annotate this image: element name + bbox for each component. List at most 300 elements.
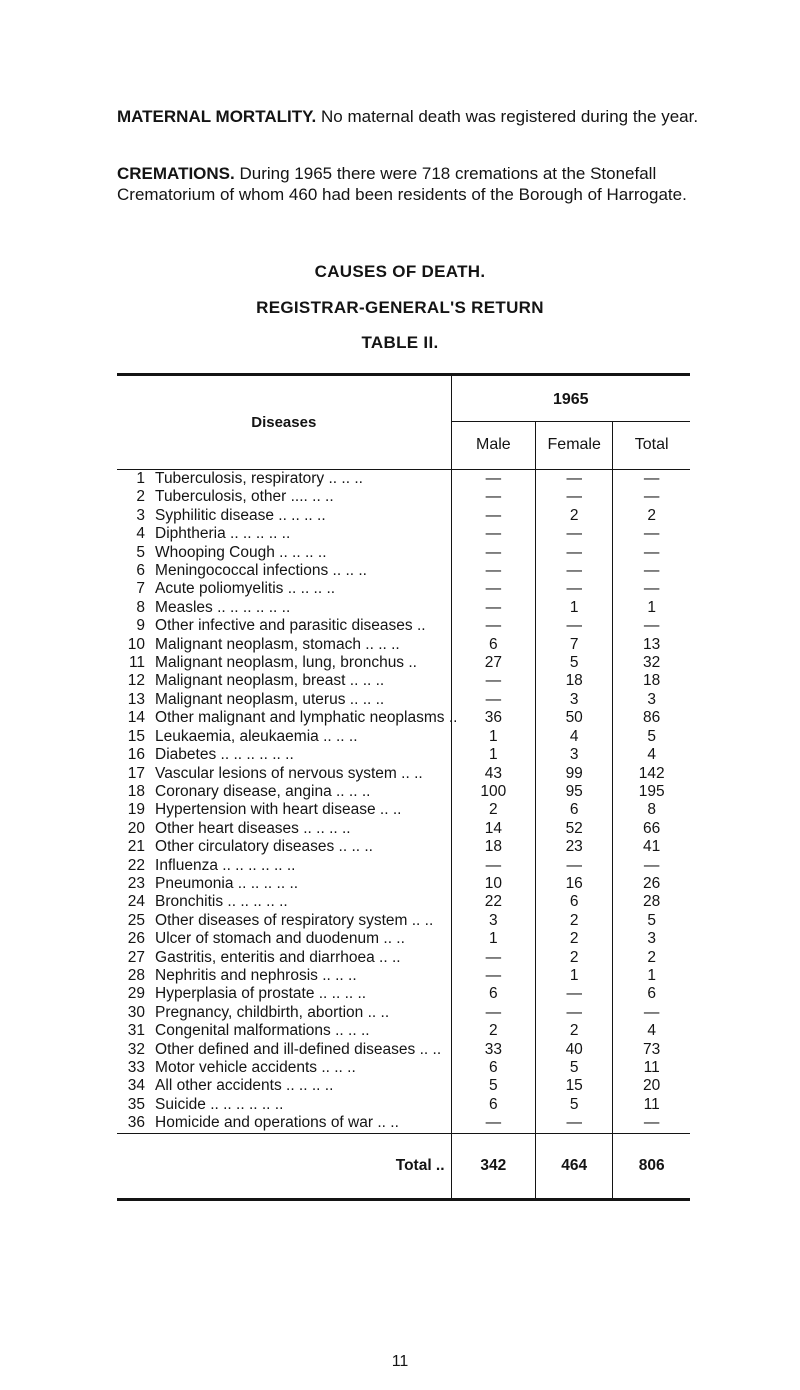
leader-dots: .. <box>412 617 426 635</box>
leader-dots: .. .. .. <box>318 727 358 745</box>
row-number: 3 <box>136 506 146 524</box>
disease-name <box>155 691 451 709</box>
disease-label: Whooping Cough <box>155 543 275 561</box>
female-value: 52 <box>536 820 613 838</box>
female-value: 15 <box>536 1077 613 1095</box>
table-row <box>117 893 690 911</box>
female-value: 18 <box>536 672 613 690</box>
total-value: 8 <box>647 801 656 819</box>
leader-dots: .... .. .. <box>286 488 334 506</box>
total-value: — <box>643 562 660 580</box>
table-row <box>117 838 690 856</box>
total-value: — <box>643 1003 660 1021</box>
disease-name <box>155 930 451 948</box>
table-row <box>117 507 690 525</box>
disease-name <box>155 636 451 654</box>
row-number: 17 <box>127 764 146 782</box>
leader-dots: .. .. <box>375 801 402 819</box>
row-number: 4 <box>136 525 146 543</box>
registrar-general-return-heading: REGISTRAR-GENERAL'S RETURN <box>256 298 544 317</box>
disease-name <box>155 562 451 580</box>
male-value: 100 <box>451 783 536 801</box>
disease-label: Malignant neoplasm, stomach .. <box>155 635 374 653</box>
disease-label: Congenital malformations <box>155 1022 331 1040</box>
total-label: Total .. <box>117 1133 451 1199</box>
total-female: 464 <box>536 1133 613 1199</box>
row-number: 34 <box>127 1077 146 1095</box>
leader-dots: .. .. .. <box>327 985 367 1003</box>
row-number: 32 <box>127 1040 146 1058</box>
disease-name <box>155 875 451 893</box>
disease-name <box>155 599 451 617</box>
disease-name <box>155 857 451 875</box>
causes-of-death-table <box>117 373 690 1201</box>
male-value: — <box>451 525 536 543</box>
total-value: 73 <box>643 1040 661 1058</box>
year-label: 1965 <box>552 390 589 408</box>
disease-label: Coronary disease, angina <box>155 782 332 800</box>
disease-label: Hyperplasia of prostate .. <box>155 985 328 1003</box>
disease-label: Other defined and ill-defined diseases .. <box>155 1040 429 1058</box>
table-row <box>117 654 690 672</box>
disease-name <box>155 1077 451 1095</box>
male-value: — <box>451 672 536 690</box>
row-number: 18 <box>127 782 146 800</box>
disease-label: Gastritis, enteritis and diarrhoea <box>155 948 375 966</box>
leader-dots: .. .. .. <box>345 690 385 708</box>
disease-label: Influenza .. <box>155 856 231 874</box>
female-value: 2 <box>536 912 613 930</box>
leader-dots: .. .. .. <box>317 1059 356 1076</box>
female-value: 1 <box>536 599 613 617</box>
male-value: 2 <box>451 801 536 819</box>
female-value: 16 <box>536 875 613 893</box>
total-column-header: Total <box>613 421 690 469</box>
leader-dots: .. .. .. <box>317 966 357 984</box>
table-row <box>117 544 690 562</box>
table-row <box>117 562 690 580</box>
table-row <box>117 1077 690 1095</box>
total-value: 6 <box>647 985 656 1003</box>
row-number: 10 <box>127 635 146 653</box>
leader-dots: .. .. .. .. .. <box>233 874 299 892</box>
table-body <box>117 470 690 1134</box>
male-value: 1 <box>451 930 536 948</box>
leader-dots: .. <box>428 1040 442 1058</box>
male-value: — <box>451 507 536 525</box>
total-value: — <box>643 543 660 561</box>
female-value: — <box>536 470 613 489</box>
disease-name <box>155 728 451 746</box>
male-value: 2 <box>451 1022 536 1040</box>
disease-name <box>155 893 451 911</box>
row-number: 36 <box>127 1114 146 1132</box>
disease-label: Diabetes <box>155 746 217 764</box>
row-number: 8 <box>136 598 146 616</box>
male-value: — <box>451 691 536 709</box>
female-value: 40 <box>536 1041 613 1059</box>
male-value: — <box>451 967 536 985</box>
leader-dots: .. .. .. .. <box>281 1077 334 1095</box>
male-value: — <box>451 580 536 598</box>
leader-dots: .. <box>444 709 458 727</box>
total-value: 20 <box>643 1077 661 1095</box>
cremations-title: CREMATIONS. <box>117 164 235 183</box>
table-number-heading: TABLE II. <box>361 333 439 352</box>
total-value: 11 <box>643 1095 660 1113</box>
disease-name <box>155 1041 451 1059</box>
male-value: 6 <box>451 636 536 654</box>
table-row <box>117 746 690 764</box>
disease-name <box>155 1059 451 1077</box>
row-number: 16 <box>127 746 146 764</box>
female-value: — <box>536 488 613 506</box>
table-row <box>117 728 690 746</box>
total-value: 26 <box>643 874 661 892</box>
leader-dots: .. <box>404 654 417 672</box>
disease-name <box>155 949 451 967</box>
disease-name <box>155 525 451 543</box>
disease-name <box>155 838 451 856</box>
table-row <box>117 1041 690 1059</box>
table-row <box>117 525 690 543</box>
maternal-mortality-text: No maternal death was registered during the year. <box>321 107 699 126</box>
leader-dots: .. .. .. <box>328 562 367 580</box>
male-value: — <box>451 949 536 967</box>
female-value: 95 <box>536 783 613 801</box>
table-row <box>117 783 690 801</box>
total-value: 1 <box>647 966 656 984</box>
disease-label: Tuberculosis, respiratory <box>155 470 325 487</box>
table-row <box>117 1096 690 1114</box>
male-value: — <box>451 544 536 562</box>
disease-label: Homicide and operations of war <box>155 1114 374 1132</box>
male-value: 6 <box>451 1059 536 1077</box>
disease-name <box>155 765 451 783</box>
total-value: 66 <box>643 819 661 837</box>
male-value: 18 <box>451 838 536 856</box>
female-value: 1 <box>536 967 613 985</box>
leader-dots: .. .. <box>396 764 423 782</box>
disease-label: Other heart diseases <box>155 819 299 837</box>
total-value: 142 <box>638 764 665 782</box>
row-number: 25 <box>127 911 146 929</box>
female-value: 50 <box>536 709 613 727</box>
disease-name <box>155 967 451 985</box>
male-value: 6 <box>451 1096 536 1114</box>
table-row <box>117 636 690 654</box>
disease-label: Motor vehicle accidents <box>155 1059 318 1076</box>
row-number: 30 <box>127 1003 146 1021</box>
male-value: 5 <box>451 1077 536 1095</box>
disease-label: Hypertension with heart disease <box>155 801 376 819</box>
disease-name <box>155 1114 451 1133</box>
male-value: — <box>451 599 536 617</box>
male-value: 1 <box>451 728 536 746</box>
table-row <box>117 985 690 1003</box>
disease-name <box>155 580 451 598</box>
total-value: 13 <box>643 635 661 653</box>
disease-name <box>155 783 451 801</box>
male-value: 1 <box>451 746 536 764</box>
table-row <box>117 1004 690 1022</box>
disease-name <box>155 507 451 525</box>
row-number: 2 <box>136 488 146 506</box>
disease-name <box>155 544 451 562</box>
female-value: — <box>536 617 613 635</box>
leader-dots: .. .. .. <box>345 672 385 690</box>
cremations-text: During 1965 there were 718 cremations at the Stonefall Crematorium of whom 460 had been residents of the Borough of Harrogate. <box>117 164 687 204</box>
leader-dots: .. .. <box>379 930 405 948</box>
disease-label: Nephritis and nephrosis <box>155 966 318 984</box>
table-row <box>117 1059 690 1077</box>
row-number: 35 <box>127 1095 146 1113</box>
total-total: 806 <box>613 1133 690 1199</box>
table-row <box>117 488 690 506</box>
total-value: 18 <box>643 672 661 690</box>
disease-name <box>155 1096 451 1114</box>
row-number: 19 <box>127 801 146 819</box>
table-row <box>117 967 690 985</box>
female-value: — <box>536 580 613 598</box>
leader-dots: .. .. .. .. <box>298 819 351 837</box>
disease-name <box>155 654 451 672</box>
table-row <box>117 691 690 709</box>
causes-of-death-heading: CAUSES OF DEATH. <box>314 262 486 281</box>
female-value: 6 <box>536 801 613 819</box>
row-number: 13 <box>127 690 146 708</box>
female-value: 6 <box>536 893 613 911</box>
leader-dots: .. .. <box>363 1003 390 1021</box>
table-row <box>117 820 690 838</box>
table-row <box>117 765 690 783</box>
leader-dots: .. .. <box>373 635 400 653</box>
table-row <box>117 930 690 948</box>
total-value: — <box>643 488 660 506</box>
leader-dots: .. .. .. .. <box>274 543 327 561</box>
row-number: 31 <box>127 1022 146 1040</box>
female-value: 5 <box>536 654 613 672</box>
row-number: 7 <box>136 580 146 598</box>
total-value: 32 <box>643 654 661 672</box>
total-value: — <box>643 856 660 874</box>
diseases-column-header: Diseases <box>117 375 451 470</box>
female-value: 2 <box>536 507 613 525</box>
female-value: — <box>536 1114 613 1133</box>
female-value: 2 <box>536 949 613 967</box>
table-row <box>117 709 690 727</box>
disease-label: Malignant neoplasm, lung, bronchus <box>155 654 405 672</box>
disease-label: Syphilitic disease <box>155 506 274 524</box>
total-male: 342 <box>451 1133 536 1199</box>
total-value: 1 <box>647 598 656 616</box>
male-value: — <box>451 617 536 635</box>
female-column-header: Female <box>536 421 613 469</box>
disease-label: Diphtheria <box>155 525 226 543</box>
leader-dots: .. .. .. <box>330 1022 370 1040</box>
disease-name <box>155 672 451 690</box>
total-value: 5 <box>647 911 656 929</box>
female-value: 2 <box>536 930 613 948</box>
row-number: 28 <box>127 966 146 984</box>
female-value: — <box>536 525 613 543</box>
male-value: 36 <box>451 709 536 727</box>
leader-dots: .. .. .. .. .. <box>230 856 296 874</box>
male-value: — <box>451 1004 536 1022</box>
total-row <box>117 1133 690 1199</box>
male-value: 27 <box>451 654 536 672</box>
female-value: — <box>536 562 613 580</box>
row-number: 6 <box>136 562 146 580</box>
table-row <box>117 599 690 617</box>
table-row <box>117 857 690 875</box>
total-value: 28 <box>643 893 661 911</box>
cremations-paragraph <box>117 163 707 205</box>
total-value: 3 <box>647 930 656 948</box>
leader-dots: .. <box>420 911 434 929</box>
disease-label: Bronchitis <box>155 893 224 911</box>
disease-name <box>155 488 451 506</box>
female-value: 99 <box>536 765 613 783</box>
total-value: 2 <box>647 948 656 966</box>
leader-dots: .. .. .. .. .. .. <box>216 746 294 764</box>
female-value: 23 <box>536 838 613 856</box>
female-value: 5 <box>536 1059 613 1077</box>
leader-dots: .. .. .. <box>334 838 373 856</box>
row-number: 11 <box>128 654 146 672</box>
disease-label: Ulcer of stomach and duodenum <box>155 930 380 948</box>
total-value: 3 <box>647 690 656 708</box>
disease-name <box>155 1004 451 1022</box>
row-number: 12 <box>127 672 146 690</box>
male-value: 33 <box>451 1041 536 1059</box>
disease-label: Vascular lesions of nervous system <box>155 764 397 782</box>
row-number: 23 <box>127 874 146 892</box>
row-number: 9 <box>136 617 146 635</box>
disease-name <box>155 1022 451 1040</box>
total-value: 4 <box>647 1022 656 1040</box>
disease-name <box>155 470 451 489</box>
female-value: — <box>536 544 613 562</box>
disease-name <box>155 912 451 930</box>
page-number: 11 <box>391 1353 409 1370</box>
leader-dots: .. .. .. .. .. .. <box>205 1095 284 1113</box>
disease-name <box>155 746 451 764</box>
disease-label: Malignant neoplasm, breast <box>155 672 346 690</box>
female-value: 3 <box>536 746 613 764</box>
table-row <box>117 470 690 489</box>
leader-dots: .. .. <box>374 948 401 966</box>
leader-dots: .. .. .. .. .. .. <box>212 598 291 616</box>
male-value: 6 <box>451 985 536 1003</box>
table-row <box>117 1022 690 1040</box>
male-value: — <box>451 1114 536 1133</box>
leader-dots: .. .. .. .. <box>283 580 336 598</box>
total-value: 86 <box>643 709 661 727</box>
total-value: — <box>643 580 660 598</box>
maternal-mortality-title: MATERNAL MORTALITY. <box>117 107 317 126</box>
row-number: 15 <box>127 727 146 745</box>
disease-label: Malignant neoplasm, uterus <box>155 690 346 708</box>
disease-label: All other accidents <box>155 1077 282 1095</box>
year-column-header <box>451 375 690 422</box>
table-row <box>117 672 690 690</box>
female-value: — <box>536 857 613 875</box>
disease-label: Meningococcal infections <box>155 562 329 580</box>
female-value: — <box>536 1004 613 1022</box>
total-value: 195 <box>638 782 665 800</box>
disease-name <box>155 820 451 838</box>
female-value: 2 <box>536 1022 613 1040</box>
female-value: 4 <box>536 728 613 746</box>
row-number: 27 <box>127 948 146 966</box>
leader-dots: .. .. .. <box>324 470 363 487</box>
female-value: 7 <box>536 636 613 654</box>
row-number: 21 <box>127 838 146 856</box>
total-value: — <box>643 1114 660 1132</box>
male-value: 14 <box>451 820 536 838</box>
leader-dots: .. .. .. .. .. <box>225 525 291 543</box>
leader-dots: .. .. .. .. <box>273 506 326 524</box>
row-number: 24 <box>127 893 146 911</box>
disease-name <box>155 985 451 1003</box>
disease-name <box>155 709 458 727</box>
disease-name <box>155 801 451 819</box>
total-value: 41 <box>643 838 661 856</box>
male-value: — <box>451 488 536 506</box>
total-value: — <box>643 617 660 635</box>
male-value: — <box>451 857 536 875</box>
total-value: 5 <box>647 727 656 745</box>
female-value: 3 <box>536 691 613 709</box>
disease-label: Leukaemia, aleukaemia <box>155 727 319 745</box>
male-value: — <box>451 562 536 580</box>
female-value: — <box>536 985 613 1003</box>
maternal-mortality-paragraph <box>117 106 707 127</box>
disease-label: Tuberculosis, other <box>155 488 287 506</box>
female-value: 5 <box>536 1096 613 1114</box>
leader-dots: .. .. .. <box>331 782 371 800</box>
row-number: 22 <box>127 856 146 874</box>
disease-label: Acute poliomyelitis <box>155 580 284 598</box>
row-number: 26 <box>127 930 146 948</box>
total-value: 11 <box>643 1059 660 1076</box>
row-number: 33 <box>127 1059 146 1076</box>
total-value: — <box>613 470 690 489</box>
male-column-header: Male <box>451 421 536 469</box>
row-number: 5 <box>136 543 146 561</box>
table-row <box>117 801 690 819</box>
table-row <box>117 912 690 930</box>
disease-label: Other diseases of respiratory system .. <box>155 911 421 929</box>
row-number: 14 <box>127 709 146 727</box>
disease-label: Suicide <box>155 1095 206 1113</box>
disease-label: Other circulatory diseases <box>155 838 335 856</box>
total-value: — <box>643 525 660 543</box>
table-row <box>117 580 690 598</box>
table-row <box>117 949 690 967</box>
male-value: — <box>451 470 536 489</box>
row-number: 29 <box>127 985 146 1003</box>
leader-dots: .. .. .. .. .. <box>223 893 288 911</box>
disease-label: Pneumonia <box>155 874 234 892</box>
disease-name <box>155 617 451 635</box>
table-row <box>117 1114 690 1133</box>
male-value: 10 <box>451 875 536 893</box>
row-number: 1 <box>117 470 155 489</box>
table-row <box>117 617 690 635</box>
disease-label: Measles <box>155 598 213 616</box>
